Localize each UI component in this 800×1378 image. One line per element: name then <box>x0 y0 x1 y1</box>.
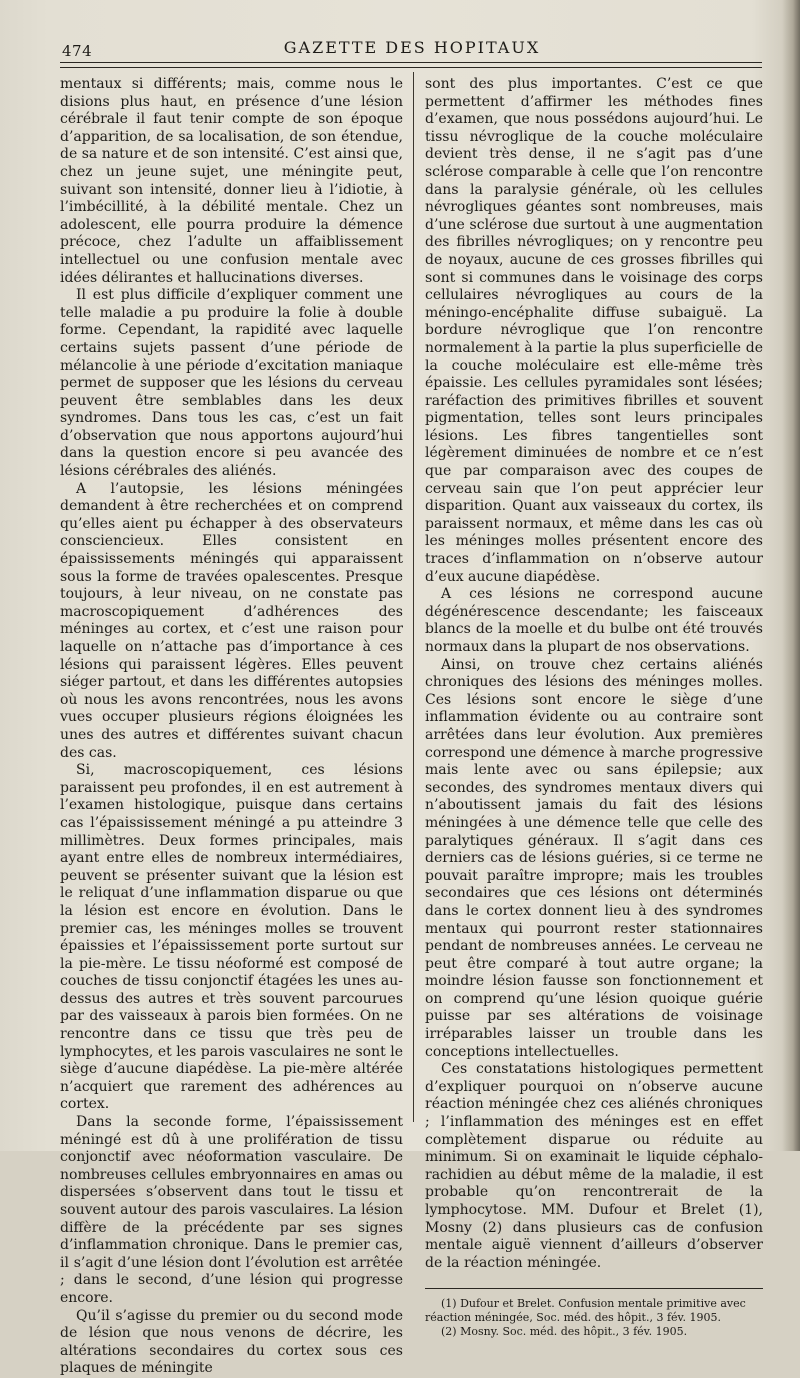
left-column <box>60 76 403 1378</box>
paragraph: Ces constatations histologiques permettent d’expliquer pourquoi on n’observe aucune réaction méningée chez ces aliénés chroniques ; l’inflammation des méninges est en effet complètement disparue ou réduite au minimum. Si on examinait le liquide céphalo-rachidien au début même de la maladie, il est probable qu’on rencontrerait de la lymphocytose. MM. Dufour et Brelet (1), Mosny (2) dans plusieurs cas de confusion mentale aiguë viennent d’ailleurs d’observer de la réaction méningée. <box>425 1061 763 1271</box>
journal-title: GAZETTE DES HOPITAUX <box>283 38 541 57</box>
column-divider <box>413 72 414 1122</box>
paragraph: Si, macroscopiquement, ces lésions paraissent peu profondes, il en est autrement à l’examen histologique, puisque dans certains cas l’épaississement méningé a pu atteindre 3 millimètres. Deux formes principales, mais ayant entre elles de nombreux intermédiaires, peuvent se présenter suivant que la lésion est le reliquat d’une inflammation disparue ou que la lésion est encore en évolution. Dans le premier cas, les méninges molles se trouvent épaissies et l’épaississement porte surtout sur la pie-mère. Le tissu néoformé est composé de couches de tissu conjonctif étagées les unes au-dessus des autres et très souvent parcourues par des vaisseaux à parois bien formées. On ne rencontre dans ce tissu que très peu de lymphocytes, et les parois vasculaires ne sont le siège d’aucune diapédèse. La pie-mère altérée n’acquiert que rarement des adhérences au cortex. <box>60 762 403 1113</box>
paragraph: Dans la seconde forme, l’épaississement méningé est dû à une prolifération de tissu conjonctif avec néoformation vasculaire. De nombreuses cellules embryonnaires en amas ou dispersées s’observent dans tout le tissu et souvent autour des parois vasculaires. La lésion diffère de la précédente par ses signes d’inflammation chronique. Dans le premier cas, il s’agit d’une lésion dont l’évolution est arrêtée ; dans le second, d’une lésion qui progresse encore. <box>60 1114 403 1306</box>
paragraph: A l’autopsie, les lésions méningées demandent à être recherchées et on comprend qu’elles aient pu échapper à des observateurs consciencieux. Elles consistent en épaississements méningés qui apparaissent sous la forme de travées opalescentes. Presque toujours, à leur niveau, on ne constate pas macroscopiquement d’adhérences des méninges au cortex, et c’est une raison pour laquelle on n’attache pas d’importance à ces lésions qui paraissent légères. Elles peuvent siéger partout, et dans les différentes autopsies où nous les avons rencontrées, nous les avons vues occuper plusieurs régions éloignées les unes des autres et différentes suivant chacun des cas. <box>60 480 403 761</box>
page-number: 474 <box>62 42 93 60</box>
footnote-rule <box>425 1288 763 1289</box>
header-rule <box>60 62 762 68</box>
paragraph: Qu’il s’agisse du premier ou du second mode de lésion que nous venons de décrire, les altérations secondaires du cortex sous ces plaques de méningite <box>60 1307 403 1377</box>
right-column <box>425 76 763 1339</box>
paragraph: A ces lésions ne correspond aucune dégénérescence descendante; les faisceaux blancs de la moelle et du bulbe ont été trouvés normaux dans la plupart de nos observations. <box>425 586 763 655</box>
paragraph: Ainsi, on trouve chez certains aliénés chroniques des lésions des méninges molles. Ces lésions sont encore le siège d’une inflammation évidente ou au contraire sont arrêtées dans leur évolution. Aux premières correspond une démence à marche progressive mais lente avec ou sans épilepsie; aux secondes, des syndromes mentaux divers qui n’aboutissent jamais du fait des lésions méningées à une démence telle que celle des paralytiques généraux. Il s’agit dans ces derniers cas de lésions guéries, si ce terme ne pouvait paraître impropre; mais les troubles secondaires que ces lésions ont déterminés dans le cortex donnent lieu à des syndromes mentaux qui pourront rester stationnaires pendant de nombreuses années. Le cerveau ne peut être comparé à tout autre organe; la moindre lésion fausse son fonctionnement et on comprend qu’une lésion quoique guérie puisse par ses altérations de voisinage irréparables laisser un trouble dans les conceptions intellectuelles. <box>425 656 763 1060</box>
paragraph: sont des plus importantes. C’est ce que permettent d’affirmer les méthodes fines d’examen, que nous possédons aujourd’hui. Le tissu névroglique de la couche moléculaire devient très dense, il ne s’agit pas d’une sclérose comparable à celle que l’on rencontre dans la paralysie générale, où les cellules névrogliques géantes sont nombreuses, mais d’une sclérose due surtout à une augmentation des fibrilles névrogliques; on y rencontre peu de noyaux, aucune de ces grosses fibrilles qui sont si communes dans le voisinage des corps cellulaires névrogliques au cours de la méningo-encéphalite diffuse subaiguë. La bordure névroglique que l’on rencontre normalement à la partie la plus superficielle de la couche moléculaire est elle-même très épaissie. Les cellules pyramidales sont lésées; raréfaction des primitives fibrilles et souvent pigmentation, telles sont leurs principales lésions. Les fibres tangentielles sont légèrement diminuées de nombre et ce n’est que par comparaison avec des coupes de cerveau sain que l’on peut apprécier leur disparition. Quant aux vaisseaux du cortex, ils paraissent normaux, et même dans les cas où les méninges molles présentent encore des traces d’inflammation on n’observe autour d’eux aucune diapédèse. <box>425 76 763 585</box>
footnote: (2) Mosny. Soc. méd. des hôpit., 3 fév. 1905. <box>441 1325 688 1339</box>
footnote: (1) Dufour et Brelet. Confusion mentale primitive avec réaction méningée, Soc. méd. des hôpit., 3 fév. 1905. <box>425 1297 746 1325</box>
paragraph: mentaux si différents; mais, comme nous le disions plus haut, en présence d’une lésion cérébrale il faut tenir compte de son époque d’apparition, de sa localisation, de son étendue, de sa nature et de son intensité. C’est ainsi que, chez un jeune sujet, une méningite peut, suivant son intensité, donner lieu à l’idiotie, à l’imbécillité, à la débilité mentale. Chez un adolescent, elle pourra produire la démence précoce, chez l’adulte un affaiblissement intellectuel ou une confusion mentale avec idées délirantes et hallucinations diverses. <box>60 76 403 286</box>
page-header <box>62 36 762 60</box>
page-edge-shadow <box>782 0 800 1151</box>
paragraph: Il est plus difficile d’expliquer comment une telle maladie a pu produire la folie à double forme. Cependant, la rapidité avec laquelle certains sujets passent d’une période de mélancolie à une période d’excitation maniaque permet de supposer que les lésions du cerveau peuvent être semblables dans les deux syndromes. Dans tous les cas, c’est un fait d’observation que nous apportons aujourd’hui dans la question encore si peu avancée des lésions cérébrales des aliénés. <box>60 287 403 480</box>
